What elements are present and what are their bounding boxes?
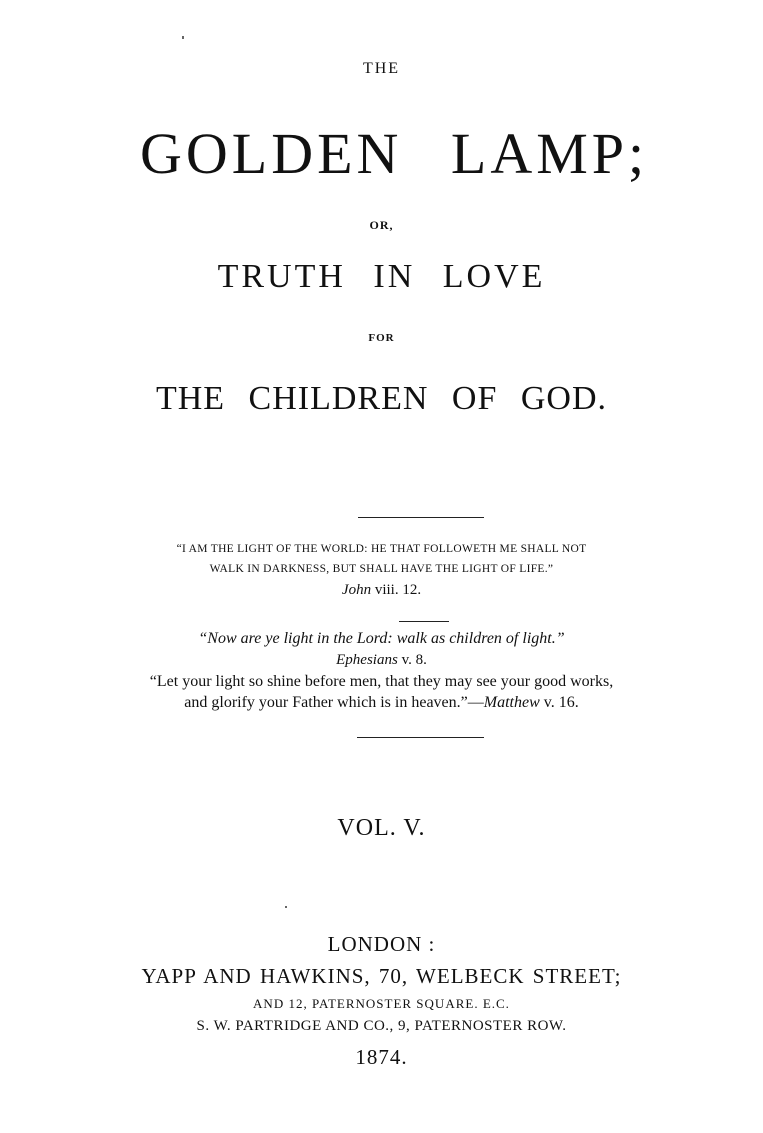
short-divider-rule [399,621,449,622]
main-title: GOLDEN LAMP; [140,121,649,186]
epigraph-1-line-1: “I AM THE LIGHT OF THE WORLD: HE THAT FOLLOWETH ME SHALL NOT [176,543,587,555]
imprint-city: LONDON : [327,932,436,956]
reference-book: Matthew [483,694,540,711]
reference-book: John [341,582,372,598]
title-for: FOR [368,332,395,344]
imprint-year: 1874. [355,1045,408,1069]
epigraph-1-line-2: WALK IN DARKNESS, BUT SHALL HAVE THE LIGHT OF LIFE.” [209,563,554,575]
imprint-address: AND 12, PATERNOSTER SQUARE. E.C. [253,996,510,1011]
title-or: OR, [369,218,394,232]
volume-number: VOL. V. [337,815,426,841]
reference-book: Ephesians [336,652,398,668]
reference-verse: viii. 12. [371,582,422,598]
subtitle: TRUTH IN LOVE [217,258,546,295]
epigraph-3-text: and glorify your Father which is in heaven.”— [184,694,484,711]
reference-verse: v. 16. [539,694,579,711]
epigraph-3-line-2 [0,694,763,712]
title-the: THE [362,60,401,77]
imprint-copublisher: S. W. PARTRIDGE AND CO., 9, PATERNOSTER ROW. [196,1018,567,1034]
divider-rule [358,517,484,518]
epigraph-2: “Now are ye light in the Lord: walk as children of light.” [198,630,565,647]
ink-speck [182,36,184,39]
ink-speck [285,906,287,908]
reference-verse: v. 8. [397,652,427,668]
epigraph-1-reference [0,582,763,599]
divider-rule [357,737,484,738]
epigraph-3-line-1: “Let your light so shine before men, that they may see your good works, [149,673,614,690]
epigraph-2-reference [0,652,763,669]
audience-line: THE CHILDREN OF GOD. [155,380,608,417]
imprint-publisher: YAPP AND HAWKINS, 70, WELBECK STREET; [141,964,622,988]
